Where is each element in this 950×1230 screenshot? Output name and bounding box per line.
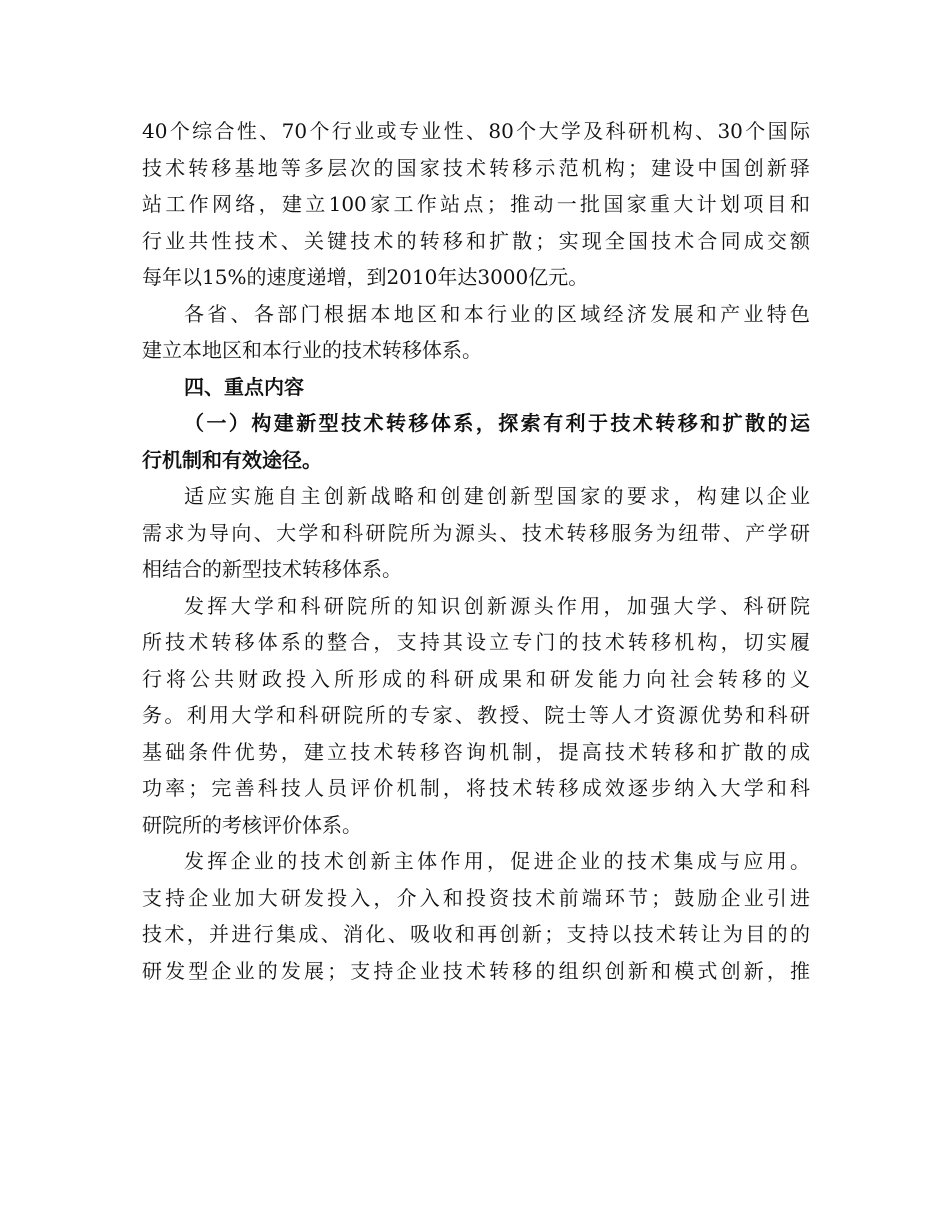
heading-paragraph [142,405,810,478]
text-line: 需求为导向、大学和科研院所为源头、技术转移服务为纽带、产学研 [142,520,810,545]
text-line: 站工作网络，建立100家工作站点；推动一批国家重大计划项目和 [142,192,810,216]
text-line: 行业共性技术、关键技术的转移和扩散；实现全国技术合同成交额 [142,228,810,253]
body-paragraph [142,843,810,989]
text-line: 适应实施自主创新战略和创建创新型国家的要求，构建以企业 [184,484,810,508]
text-line: 支持企业加大研发投入，介入和投资技术前端环节；鼓励企业引进 [142,885,810,910]
text-line: 技术转移基地等多层次的国家技术转移示范机构；建设中国创新驿 [142,155,810,180]
text-line: （一）构建新型技术转移体系，探索有利于技术转移和扩散的运 [184,411,810,435]
body-paragraph [142,588,810,844]
text-line: 相结合的新型技术转移体系。 [142,557,402,581]
text-line: 发挥企业的技术创新主体作用，促进企业的技术集成与应用。 [184,849,810,873]
document-page [142,113,810,989]
text-line: 发挥大学和科研院所的知识创新源头作用，加强大学、科研院 [184,593,810,618]
body-paragraph [142,296,810,369]
text-line: 行将公共财政投入所形成的科研成果和研发能力向社会转移的义 [142,666,810,691]
text-line: 研院所的考核评价体系。 [142,812,362,837]
heading-paragraph [142,369,810,406]
text-line: 各省、各部门根据本地区和本行业的区域经济发展和产业特色 [184,301,810,326]
text-line: 研发型企业的发展；支持企业技术转移的组织创新和模式创新，推 [142,958,810,983]
text-line: 务。利用大学和科研院所的专家、教授、院士等人才资源优势和科研 [142,703,810,727]
text-line: 40个综合性、70个行业或专业性、80个大学及科研机构、30个国际 [142,119,810,143]
body-paragraph [142,113,810,296]
text-line: 技术，并进行集成、消化、吸收和再创新；支持以技术转让为目的的 [142,922,810,946]
text-line: 行机制和有效途径。 [142,447,322,472]
body-paragraph [142,478,810,588]
text-line: 每年以15%的速度递增，到2010年达3000亿元。 [142,265,589,289]
text-line: 建立本地区和本行业的技术转移体系。 [142,338,482,362]
text-line: 功率；完善科技人员评价机制，将技术转移成效逐步纳入大学和科 [142,776,810,800]
text-line: 四、重点内容 [184,374,304,399]
text-line: 所技术转移体系的整合，支持其设立专门的技术转移机构，切实履 [142,630,810,654]
text-line: 基础条件优势，建立技术转移咨询机制，提高技术转移和扩散的成 [142,739,810,764]
